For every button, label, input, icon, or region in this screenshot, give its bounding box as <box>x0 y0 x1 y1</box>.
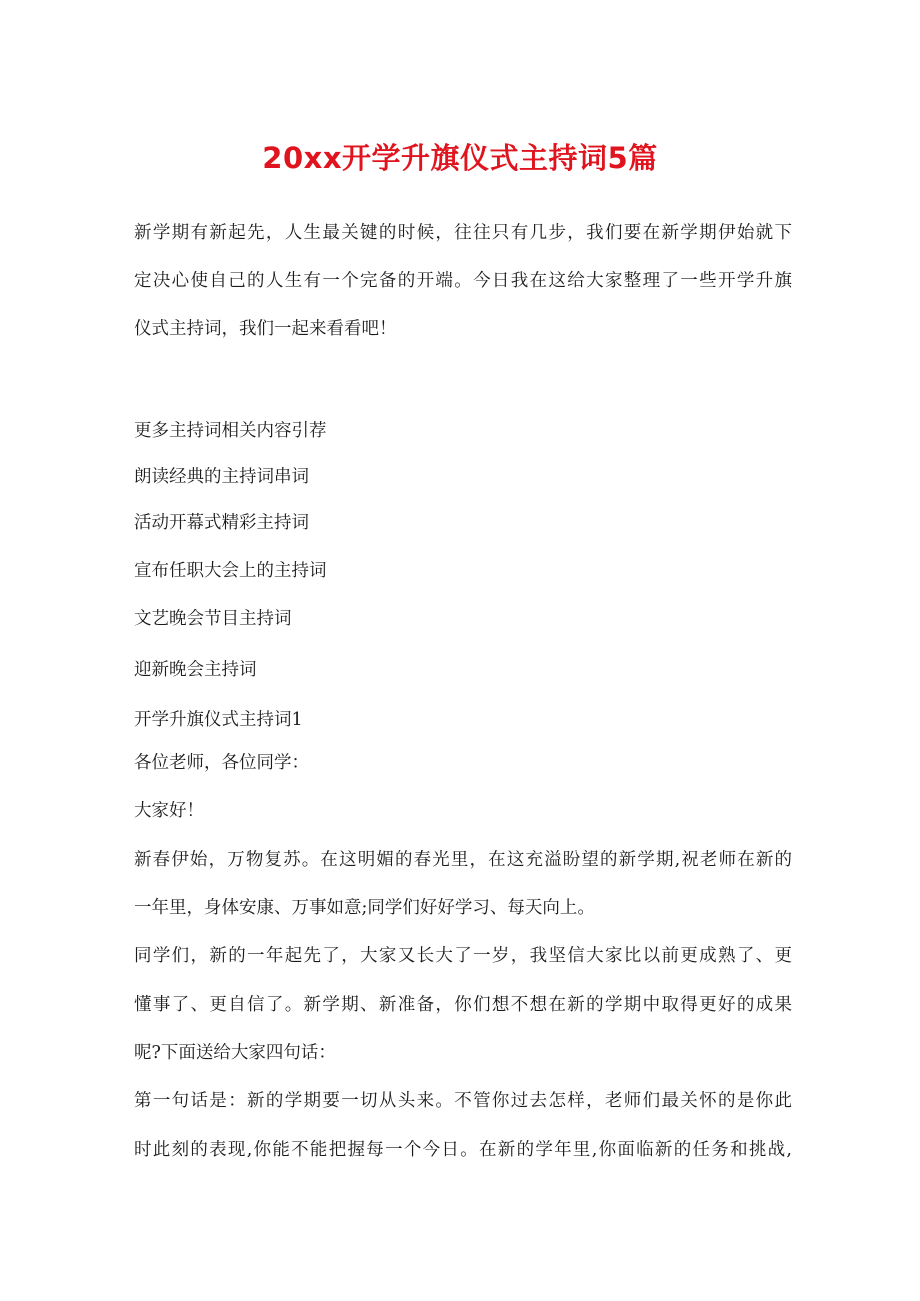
intro-line-1: 新学期有新起先，人生最关键的时候，往往只有几步，我们要在新学期伊始就下 <box>134 223 792 243</box>
related-link-5[interactable]: 迎新晚会主持词 <box>134 660 257 680</box>
para2-line-2: 懂事了、更自信了。新学期、新准备，你们想不想在新的学期中取得更好的成果 <box>134 995 792 1015</box>
section-heading: 开学升旗仪式主持词1 <box>134 710 303 730</box>
related-heading: 更多主持词相关内容引荐 <box>134 421 327 441</box>
para2-line-1: 同学们，新的一年起先了，大家又长大了一岁，我坚信大家比以前更成熟了、更 <box>134 946 792 966</box>
para1-line-2: 一年里，身体安康、万事如意;同学们好好学习、每天向上。 <box>134 898 595 918</box>
related-link-3[interactable]: 宣布任职大会上的主持词 <box>134 561 327 581</box>
related-link-4[interactable]: 文艺晚会节目主持词 <box>134 609 292 629</box>
greeting: 大家好！ <box>134 801 204 821</box>
related-link-1[interactable]: 朗读经典的主持词串词 <box>134 467 309 487</box>
para3-line-1: 第一句话是：新的学期要一切从头来。不管你过去怎样，老师们最关怀的是你此 <box>134 1091 792 1111</box>
para1-line-1: 新春伊始，万物复苏。在这明媚的春光里，在这充溢盼望的新学期,祝老师在新的 <box>134 850 792 870</box>
related-link-2[interactable]: 活动开幕式精彩主持词 <box>134 513 309 533</box>
salutation: 各位老师，各位同学： <box>134 753 309 773</box>
document-title: 20xx开学升旗仪式主持词5篇 <box>262 141 658 175</box>
intro-line-2: 定决心使自己的人生有一个完备的开端。今日我在这给大家整理了一些开学升旗 <box>134 271 792 291</box>
intro-line-3: 仪式主持词，我们一起来看看吧！ <box>134 319 397 339</box>
para2-line-3: 呢?下面送给大家四句话： <box>134 1043 336 1063</box>
para3-line-2: 时此刻的表现,你能不能把握每一个今日。在新的学年里,你面临新的任务和挑战, <box>134 1140 792 1160</box>
